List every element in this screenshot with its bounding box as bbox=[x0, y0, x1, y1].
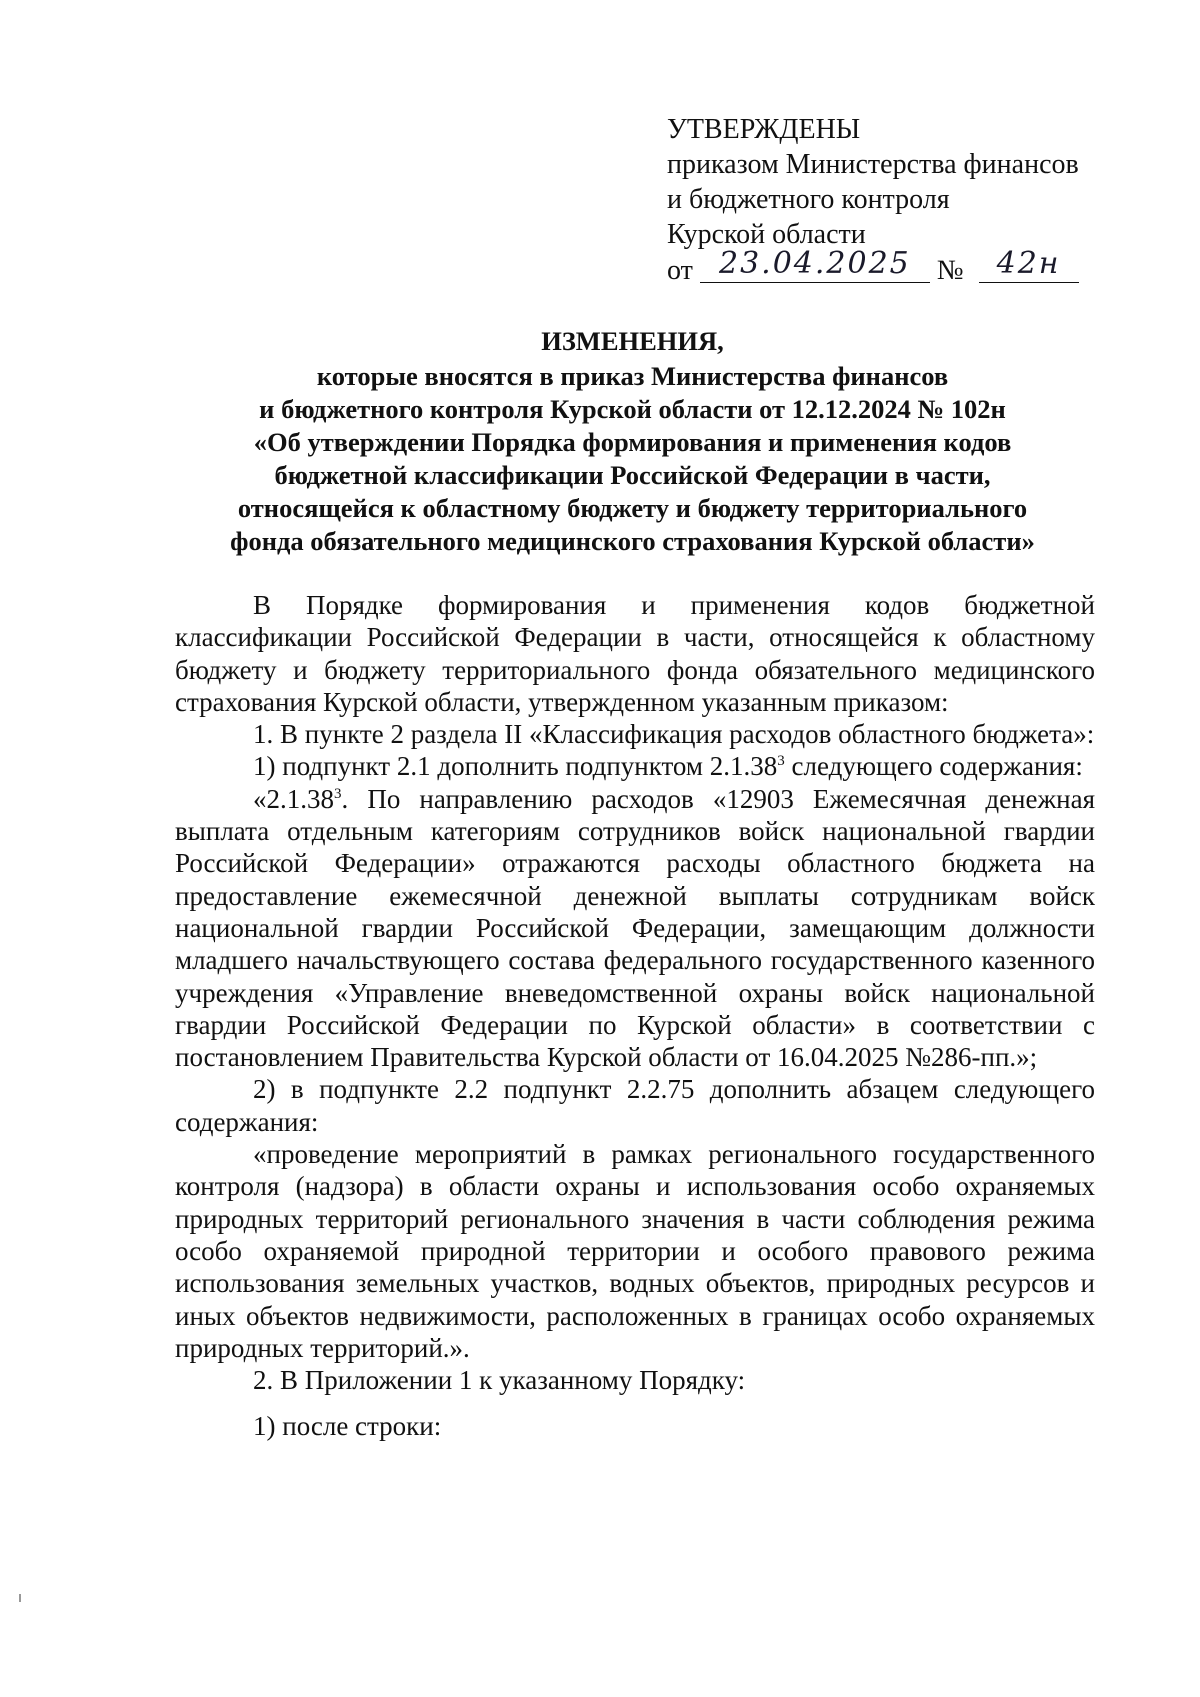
paragraph-item-2-1: 1) после строки: bbox=[253, 1411, 442, 1442]
document-heading bbox=[175, 325, 1090, 558]
heading-line: и бюджетного контроля Курской области от 12.12.2024 № 102н bbox=[259, 394, 1006, 424]
scan-margin-mark bbox=[19, 1594, 21, 1602]
handwritten-number: 42н bbox=[996, 246, 1061, 281]
document-body bbox=[175, 589, 1095, 1443]
paragraph-quote-2: «проведение мероприятий в рамках регионального государственного контроля (надзора) в области охраны и использования особо охраняемых природных территорий регионального значения в части соблюдения режима особо охраняемой природной территории и особого правового режима использования земельных участков, водных объектов, природных ресурсов и иных объектов недвижимости, расположенных в границах особо охраняемых природных территорий.». bbox=[175, 1139, 1095, 1363]
quote-1-start: «2.1.38 bbox=[253, 783, 334, 814]
heading-line: относящейся к областному бюджету и бюджету территориального bbox=[237, 493, 1028, 523]
superscript: 3 bbox=[334, 785, 342, 802]
paragraph-quote-1 bbox=[175, 783, 1095, 1074]
number-sign: № bbox=[936, 255, 964, 286]
paragraph-item-1-1 bbox=[175, 750, 1095, 782]
approval-title: УТВЕРЖДЕНЫ bbox=[667, 114, 861, 145]
approval-line-order: приказом Министерства финансов bbox=[667, 149, 1079, 180]
heading-title: ИЗМЕНЕНИЯ, bbox=[541, 326, 724, 356]
heading-line: бюджетной классификации Российской Федерации в части, bbox=[274, 460, 991, 490]
paragraph-item-1: 1. В пункте 2 раздела II «Классификация расходов областного бюджета»: bbox=[253, 719, 1095, 750]
handwritten-number-field bbox=[979, 246, 1079, 283]
approval-line-region: Курской области bbox=[667, 219, 866, 250]
paragraph-intro: В Порядке формирования и применения кодов бюджетной классификации Российской Федерации в части, относящейся к областному бюджету и бюджету территориального фонда обязательного медицинского страхования Курской области, утвержденном указанным приказом: bbox=[175, 590, 1095, 717]
item-1-1-text-end: следующего содержания: bbox=[784, 751, 1083, 782]
superscript: 3 bbox=[777, 753, 785, 770]
approval-block bbox=[667, 112, 1079, 288]
quote-1-text: . По направлению расходов «12903 Ежемесячная денежная выплата отдельным категориям сотрудников войск национальной гвардии Российской Федерации» отражаются расходы областного бюджета на предоставление ежемесячной денежной выплаты сотрудникам войск национальной гвардии Российской Федерации, замещающим должности младшего начальствующего состава федерального государственного казенного учреждения «Управление вневедомственной охраны войск национальной гвардии Российской Федерации по Курской области» в соответствии с постановлением Правительства Курской области от 16.04.2025 №286-пп.»; bbox=[175, 783, 1095, 1073]
handwritten-date-field bbox=[700, 246, 930, 283]
heading-line: фонда обязательного медицинского страхования Курской области» bbox=[230, 526, 1035, 556]
approval-line-ministry: и бюджетного контроля bbox=[667, 184, 950, 215]
approval-date-line bbox=[667, 246, 1079, 288]
paragraph-item-1-2: 2) в подпункте 2.2 подпункт 2.2.75 дополнить абзацем следующего содержания: bbox=[175, 1074, 1095, 1137]
heading-line: которые вносятся в приказ Министерства финансов bbox=[316, 361, 949, 391]
handwritten-date: 23.04.2025 bbox=[718, 246, 911, 281]
item-1-1-text: 1) подпункт 2.1 дополнить подпунктом 2.1.38 bbox=[253, 751, 778, 782]
date-prefix: от bbox=[667, 255, 693, 286]
paragraph-item-2: 2. В Приложении 1 к указанному Порядку: bbox=[253, 1365, 746, 1396]
heading-line: «Об утверждении Порядка формирования и применения кодов bbox=[253, 427, 1012, 457]
